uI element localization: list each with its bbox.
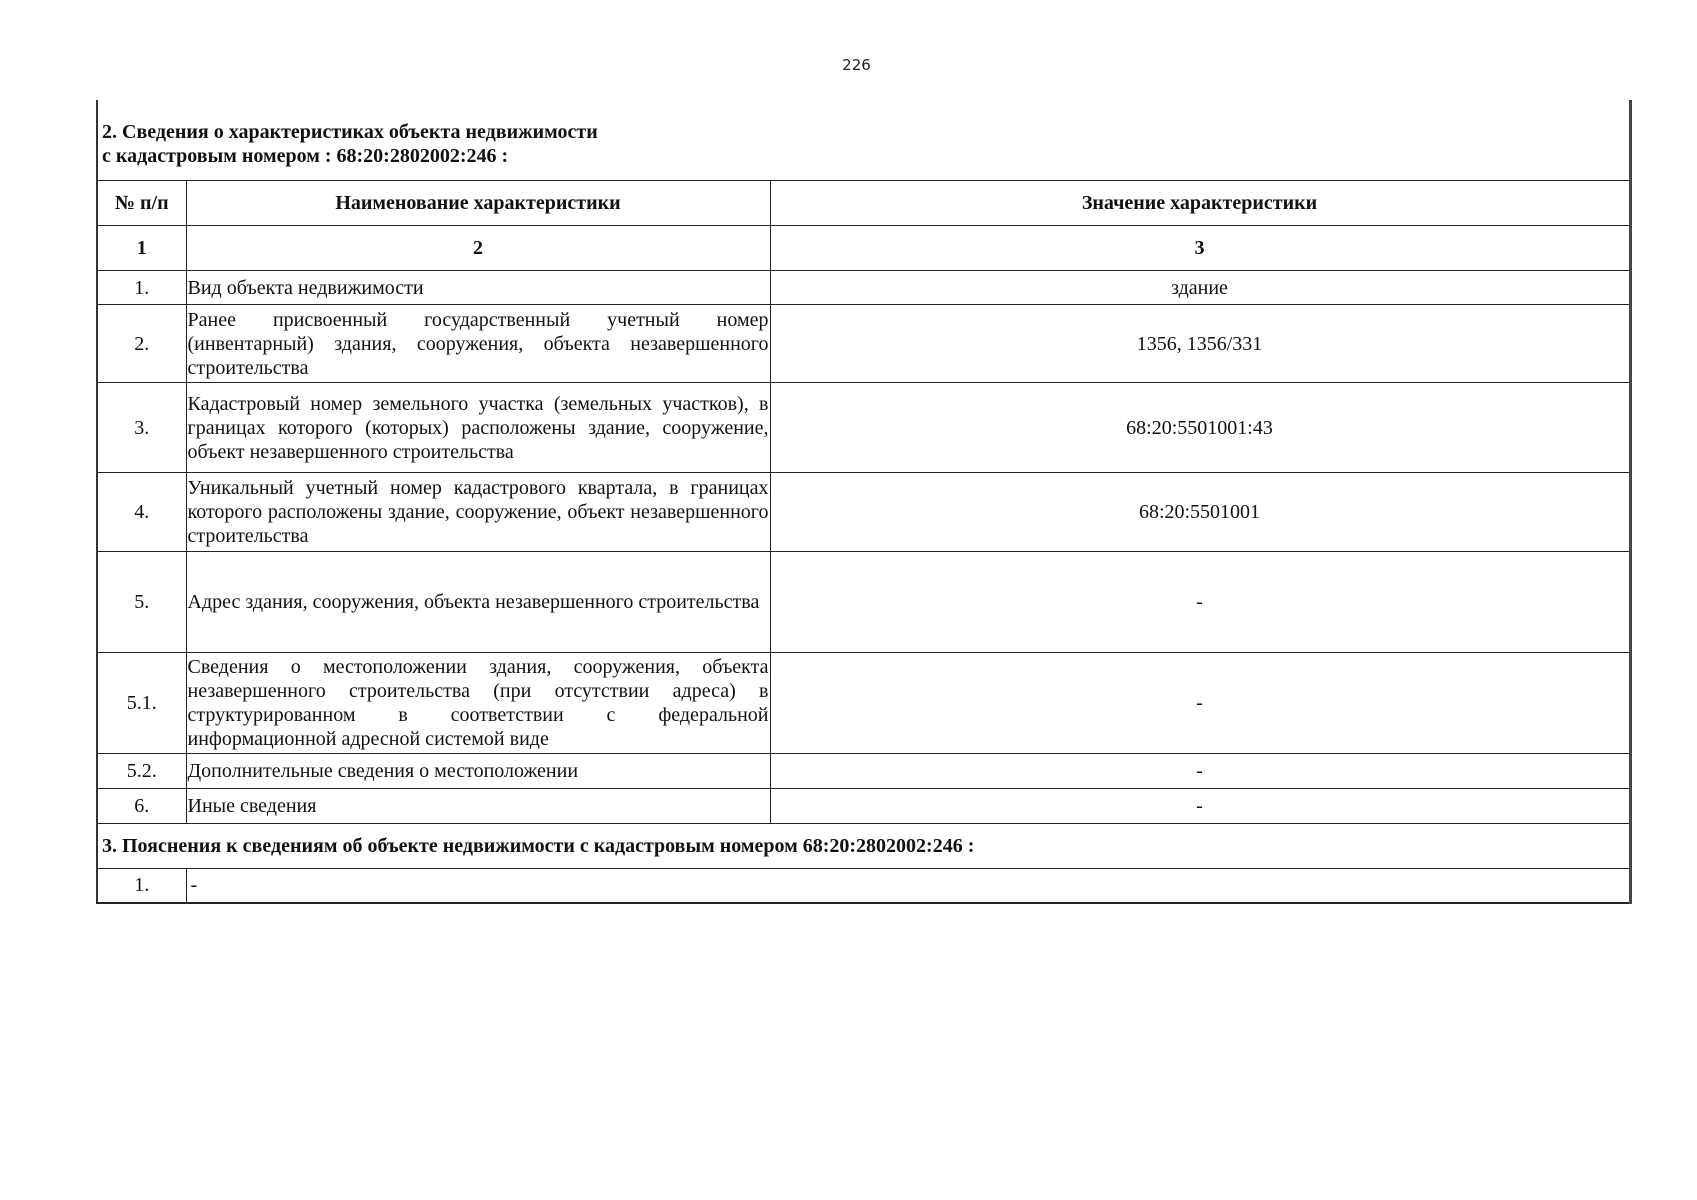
row-num: 3. [97,383,186,473]
table-row [97,754,1630,789]
section2-title-row [97,100,1630,181]
row-value: - [770,754,1630,789]
row-num: 4. [97,473,186,552]
row-num: 5.1. [97,653,186,754]
section3-title: 3. Пояснения к сведениям об объекте недвижимости с кадастровым номером 68:20:2802002:246 : [97,824,1630,869]
row-num: 1. [97,271,186,305]
property-info-table [96,100,1632,904]
row-num: 1. [97,869,186,903]
row-name: Вид объекта недвижимости [186,271,770,305]
table-row [97,552,1630,653]
colnum-2: 2 [186,226,770,271]
table-row [97,653,1630,754]
colnum-1: 1 [97,226,186,271]
table-header-row [97,181,1630,226]
page-number: 226 [842,56,871,74]
row-value: 1356, 1356/331 [770,305,1630,383]
header-value: Значение характеристики [770,181,1630,226]
row-name: Ранее присвоенный государственный учетный номер (инвентарный) здания, сооружения, объекта незавершенного строительства [186,305,770,383]
row-value: - [770,789,1630,824]
row-text: - [186,869,1630,903]
colnum-3: 3 [770,226,1630,271]
table-row [97,383,1630,473]
row-value: 68:20:5501001 [770,473,1630,552]
header-num: № п/п [97,181,186,226]
section2-title-line2: с кадастровым номером : 68:20:2802002:246 : [102,145,509,167]
row-num: 6. [97,789,186,824]
header-name: Наименование характеристики [186,181,770,226]
row-value: - [770,653,1630,754]
row-value: здание [770,271,1630,305]
row-name: Сведения о местоположении здания, сооружения, объекта незавершенного строительства (при отсутствии адреса) в структурированном в соответствии с федеральной информационной адресной системой виде [186,653,770,754]
table-row [97,473,1630,552]
row-name: Уникальный учетный номер кадастрового квартала, в границах которого расположены здание, сооружение, объект незавершенного строительства [186,473,770,552]
row-name: Дополнительные сведения о местоположении [186,754,770,789]
row-name: Адрес здания, сооружения, объекта незавершенного строительства [186,552,770,653]
section3-title-row [97,824,1630,869]
table-row [97,305,1630,383]
section2-title [97,100,1630,181]
section2-title-line1: 2. Сведения о характеристиках объекта недвижимости [102,121,598,143]
row-value: - [770,552,1630,653]
table-row [97,271,1630,305]
table-row [97,869,1630,903]
row-name: Кадастровый номер земельного участка (земельных участков), в границах которого (которых) расположены здание, сооружение, объект незавершенного строительства [186,383,770,473]
row-num: 5. [97,552,186,653]
column-number-row [97,226,1630,271]
row-name: Иные сведения [186,789,770,824]
row-num: 5.2. [97,754,186,789]
table-row [97,789,1630,824]
row-value: 68:20:5501001:43 [770,383,1630,473]
row-num: 2. [97,305,186,383]
